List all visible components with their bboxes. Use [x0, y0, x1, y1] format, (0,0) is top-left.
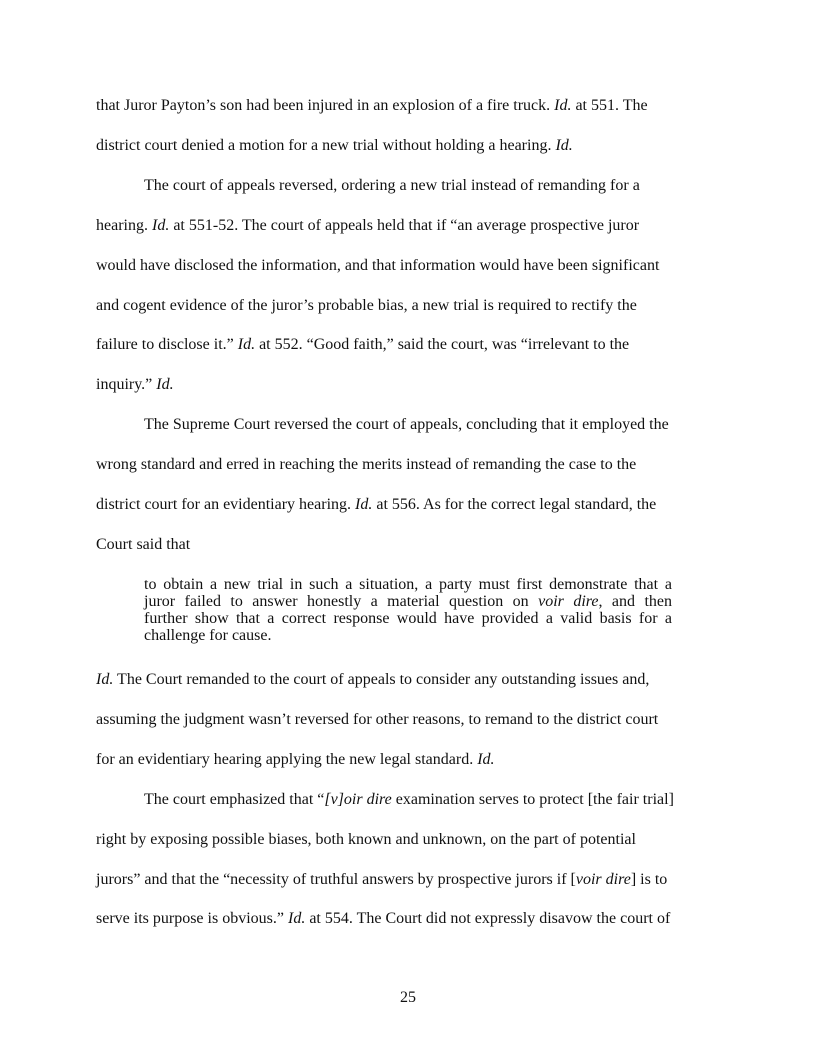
- body-line: The court emphasized that “[v]oir dire examination serves to protect [the fair trial]: [144, 791, 674, 808]
- italic-citation: Id.: [555, 137, 573, 154]
- body-line: hearing. Id. at 551-52. The court of appeals held that if “an average prospective juror: [96, 217, 640, 234]
- italic-citation: [v]oir dire: [324, 791, 392, 808]
- body-line: right by exposing possible biases, both known and unknown, on the part of potential: [96, 831, 636, 848]
- body-line: assuming the judgment wasn’t reversed for other reasons, to remand to the district court: [96, 711, 659, 728]
- block-quote-line: juror failed to answer honestly a material question on voir dire, and then: [144, 593, 673, 610]
- italic-citation: Id.: [477, 751, 495, 768]
- italic-citation: Id.: [355, 496, 373, 513]
- italic-citation: Id.: [237, 336, 256, 353]
- body-line: failure to disclose it.” Id. at 552. “Good faith,” said the court, was “irrelevant to the: [96, 336, 630, 353]
- body-line: district court denied a motion for a new trial without holding a hearing. Id.: [96, 137, 573, 154]
- body-line: district court for an evidentiary hearing. Id. at 556. As for the correct legal standard, the: [96, 496, 657, 513]
- body-line: Id. The Court remanded to the court of appeals to consider any outstanding issues and,: [96, 671, 650, 688]
- italic-citation: voir dire: [575, 871, 631, 888]
- body-line: inquiry.” Id.: [96, 376, 174, 393]
- italic-citation: Id.: [156, 376, 174, 393]
- block-quote-line: further show that a correct response would have provided a valid basis for a: [144, 610, 672, 627]
- body-line: serve its purpose is obvious.” Id. at 554. The Court did not expressly disavow the court of: [96, 910, 671, 927]
- italic-citation: Id.: [96, 671, 114, 688]
- italic-citation: Id.: [287, 910, 306, 927]
- body-line: jurors” and that the “necessity of truthful answers by prospective jurors if [voir dire] is to: [96, 871, 668, 888]
- body-line: that Juror Payton’s son had been injured in an explosion of a fire truck. Id. at 551. The: [96, 97, 648, 114]
- block-quote-line: to obtain a new trial in such a situation, a party must first demonstrate that a: [144, 576, 672, 593]
- italic-citation: Id.: [151, 217, 170, 234]
- block-quote: [144, 576, 672, 644]
- body-line: wrong standard and erred in reaching the merits instead of remanding the case to the: [96, 456, 637, 473]
- block-quote-line: challenge for cause.: [144, 627, 272, 644]
- body-line: and cogent evidence of the juror’s probable bias, a new trial is required to rectify the: [96, 297, 637, 314]
- body-line: would have disclosed the information, and that information would have been significant: [96, 257, 660, 274]
- body-line: The Supreme Court reversed the court of appeals, concluding that it employed the: [144, 416, 669, 433]
- italic-citation: voir dire: [538, 593, 599, 610]
- body-line: for an evidentiary hearing applying the new legal standard. Id.: [96, 751, 495, 768]
- italic-citation: Id.: [554, 97, 572, 114]
- body-line: The court of appeals reversed, ordering a new trial instead of remanding for a: [144, 177, 640, 194]
- page-number: 25: [400, 989, 416, 1006]
- body-line: Court said that: [96, 536, 191, 553]
